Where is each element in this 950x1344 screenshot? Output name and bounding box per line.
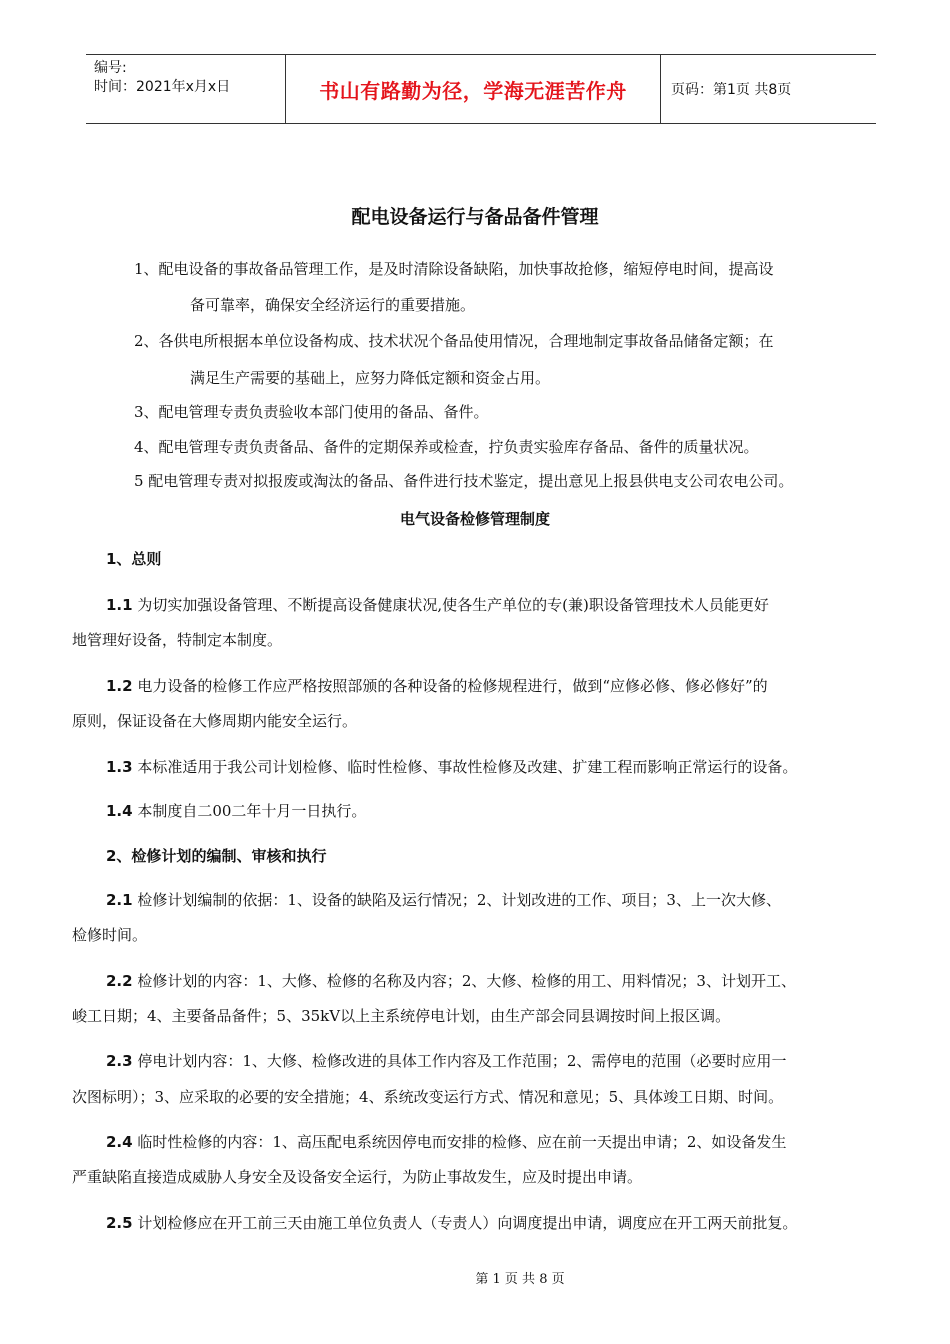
section-subtitle: 电气设备检修管理制度 — [399, 510, 550, 528]
paragraph-line: 2.3 停电计划内容：1、大修、检修改进的具体工作内容及工作范围；2、需停电的范围（必要时应用一 — [106, 1052, 787, 1070]
paragraph-line: 地管理好设备，特制定本制度。 — [72, 631, 283, 649]
paragraph-line: 2.5 计划检修应在开工前三天由施工单位负责人（专责人）向调度提出申请，调度应在开工两天前批复。 — [106, 1214, 798, 1232]
number-label: 编号: — [94, 60, 127, 76]
paragraph-line: 原则，保证设备在大修周期内能安全运行。 — [72, 712, 358, 730]
list-item: 2、各供电所根据本单位设备构成、技术状况个备品使用情况，合理地制定事故备品储备定额；在 — [134, 332, 774, 350]
list-item: 备可靠率，确保安全经济运行的重要措施。 — [190, 296, 476, 314]
paragraph-line: 1.2 电力设备的检修工作应严格按照部颁的各种设备的检修规程进行，做到“应修必修、修必修好”的 — [106, 677, 768, 695]
list-item: 满足生产需要的基础上，应努力降低定额和资金占用。 — [190, 369, 551, 387]
header-info — [86, 55, 286, 123]
paragraph-line: 严重缺陷直接造成威胁人身安全及设备安全运行，为防止事故发生，应及时提出申请。 — [72, 1168, 643, 1186]
time-label: 时间：2021年x月x日 — [94, 79, 231, 95]
page-footer: 第 1 页 共 8 页 — [475, 1272, 565, 1287]
header-page-label: 页码：第1页 共8页 — [671, 82, 792, 98]
paragraph-line: 检修时间。 — [72, 926, 148, 944]
list-item: 1、配电设备的事故备品管理工作，是及时清除设备缺陷，加快事故抢修，缩短停电时间，提高设 — [134, 260, 774, 278]
list-item: 4、配电管理专责负责备品、备件的定期保养或检查，拧负责实验库存备品、备件的质量状况。 — [134, 438, 759, 456]
paragraph-line: 2.2 检修计划的内容：1、大修、检修的名称及内容；2、大修、检修的用工、用料情况；3、计划开工、 — [106, 972, 796, 990]
header-motto: 书山有路勤为径，学海无涯苦作舟 — [286, 55, 661, 123]
paragraph-line: 1.4 本制度自二00二年十月一日执行。 — [106, 802, 367, 820]
paragraph-line: 2.4 临时性检修的内容：1、高压配电系统因停电而安排的检修、应在前一天提出申请；2、如设备发生 — [106, 1133, 787, 1151]
paragraph-line: 1.3 本标准适用于我公司计划检修、临时性检修、事故性检修及改建、扩建工程而影响正常运行的设备。 — [106, 758, 798, 776]
paragraph-line: 2.1 检修计划编制的依据：1、设备的缺陷及运行情况；2、计划改进的工作、项目；3、上一次大修、 — [106, 891, 781, 909]
paragraph-line: 次图标明）；3、应采取的必要的安全措施；4、系统改变运行方式、情况和意见；5、具体竣工日期、时间。 — [72, 1088, 784, 1106]
document-title: 配电设备运行与备品备件管理 — [351, 206, 599, 228]
page-header — [86, 54, 876, 124]
section-heading: 2、检修计划的编制、审核和执行 — [106, 847, 327, 865]
paragraph-line: 1.1 为切实加强设备管理、不断提高设备健康状况,使各生产单位的专(兼)职设备管理技术人员能更好 — [106, 596, 769, 614]
paragraph-line: 峻工日期；4、主要备品备件；5、35kV以上主系统停电计划，由生产部会同县调按时间上报区调。 — [72, 1007, 731, 1025]
list-item: 3、配电管理专责负责验收本部门使用的备品、备件。 — [134, 403, 489, 421]
list-item: 5 配电管理专责对拟报废或淘汰的备品、备件进行技术鉴定，提出意见上报县供电支公司农电公司。 — [134, 472, 794, 490]
section-heading: 1、总则 — [106, 550, 162, 568]
